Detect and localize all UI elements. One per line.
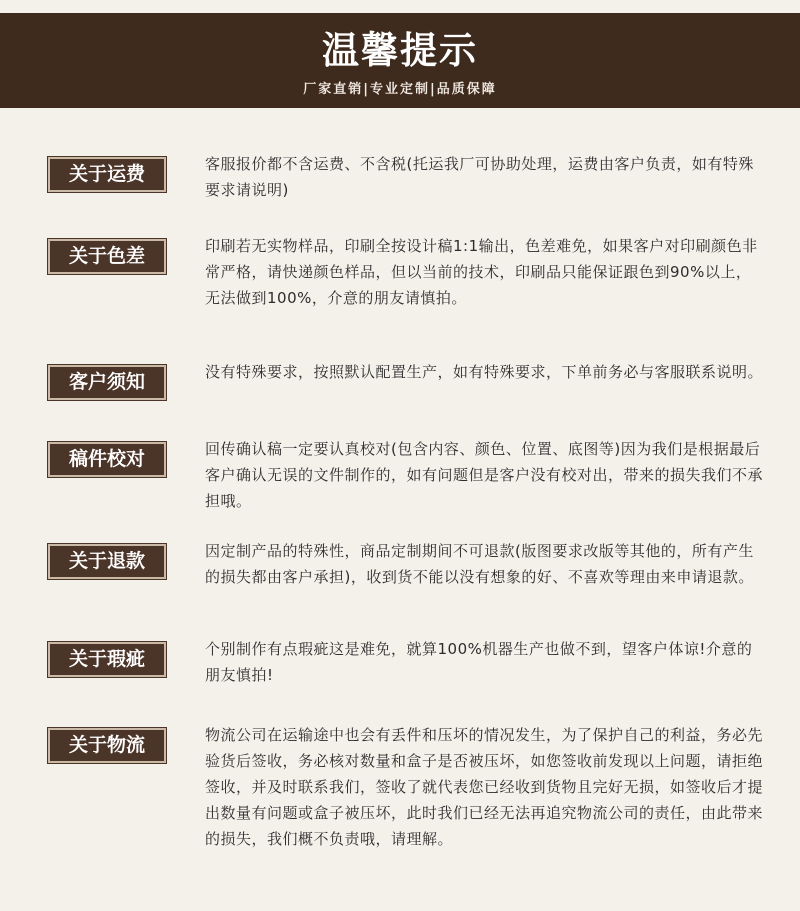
section-text: 没有特殊要求，按照默认配置生产，如有特殊要求，下单前务必与客服联系说明。 [205,363,764,381]
section-label: 关于运费 [48,157,166,192]
page-subtitle: 厂家直销|专业定制|品质保障 [303,82,497,97]
page-title: 温馨提示 [322,28,478,72]
section-label: 关于色差 [48,239,166,274]
section-label: 关于瑕疵 [48,642,166,677]
section-text: 回传确认稿一定要认真校对(包含内容、颜色、位置、底图等)因为我们是根据最后客户确认无误的文件制作的，如有问题但是客户没有校对出，带来的损失我们不承担哦。 [205,440,764,510]
section-text: 物流公司在运输途中也会有丢件和压坏的情况发生，为了保护自己的利益，务必先验货后签收，务必核对数量和盒子是否被压坏，如您签收前发现以上问题，请拒绝签收，并及时联系我们，签收了就代表您已经收到货物且完好无损，如签收后才提出数量有问题或盒子被压坏，此时我们已经无法再追究物流公司的责任，由此带来的损失，我们概不负责哦，请理解。 [205,726,764,848]
section-label: 关于物流 [48,728,166,763]
section-text: 个别制作有点瑕疵这是难免，就算100%机器生产也做不到，望客户体谅!介意的朋友慎拍! [205,640,753,684]
section-text: 客服报价都不含运费、不含税(托运我厂可协助处理，运费由客户负责，如有特殊要求请说明) [205,155,754,199]
section-text: 因定制产品的特殊性，商品定制期间不可退款(版图要求改版等其他的，所有产生的损失都由客户承担)，收到货不能以没有想象的好、不喜欢等理由来申请退款。 [205,542,754,586]
section-label: 稿件校对 [48,442,166,477]
section-label: 关于退款 [48,544,166,579]
section-label: 客户须知 [48,365,166,400]
section-text: 印刷若无实物样品，印刷全按设计稿1:1输出，色差难免，如果客户对印刷颜色非常严格，请快递颜色样品，但以当前的技术，印刷品只能保证跟色到90%以上，无法做到100%，介意的朋友请慎拍。 [205,237,758,307]
header-banner [0,13,800,108]
